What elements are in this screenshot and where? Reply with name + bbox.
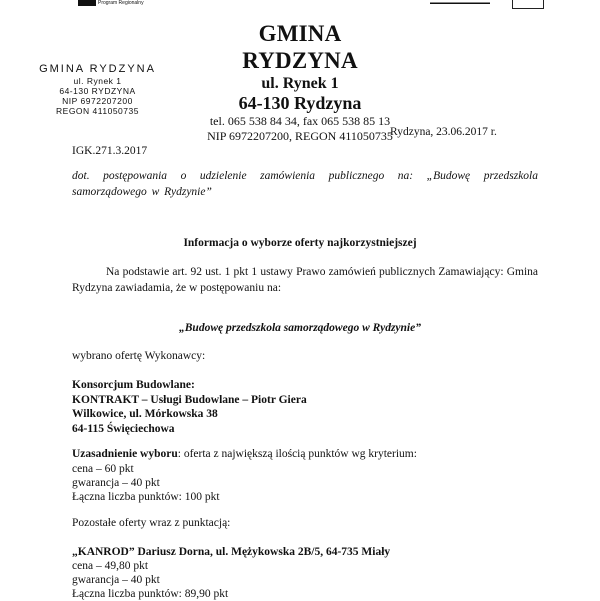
document-heading: Informacja o wyborze oferty najkorzystniejszej [183, 237, 417, 249]
subject-line: dot. postępowania o udzielenie zamówienia publicznego na: „Budowę przedszkola samorządowego w Rydzynie” [72, 170, 538, 198]
official-stamp [30, 63, 165, 116]
stamp-nip: NIP 6972207200 [62, 96, 133, 106]
org-phones: tel. 065 538 84 34, fax 065 538 85 13 [209, 114, 391, 128]
offer-total: Łączna liczba punktów: 89,90 pkt [72, 588, 229, 600]
winner-line-1: Konsorcjum Budowlane: [72, 379, 195, 391]
winner-line-2: KONTRAKT – Usługi Budowlane – Piotr Giera [72, 393, 307, 406]
stamp-regon: REGON 411050735 [56, 106, 139, 116]
program-logo-text: Program Regionalny [98, 0, 144, 6]
chosen-label: wybrano ofertę Wykonawcy: [72, 350, 206, 362]
offer-block [72, 545, 390, 601]
intro-text: Na podstawie art. 92 ust. 1 pkt 1 ustawy Prawo zamówień publicznych Zamawiający: Gmina Rydzyna zawiadamia, że w postępowaniu na: [72, 266, 538, 294]
winner-block [72, 378, 307, 436]
org-title: GMINA RYDZYNA [242, 21, 358, 73]
stamp-city: 64-130 RYDZYNA [59, 86, 136, 96]
winner-line-3: Wilkowice, ul. Mórkowska 38 [72, 408, 218, 420]
intro-paragraph [72, 264, 538, 296]
criteria-price: cena – 60 pkt [72, 463, 134, 475]
justification [72, 447, 417, 461]
org-city: 64-130 Rydzyna [238, 93, 362, 113]
eu-flag-icon [512, 0, 544, 9]
stamp-street: ul. Rynek 1 [73, 76, 122, 86]
offer-price: cena – 49,80 pkt [72, 560, 149, 572]
justification-label: Uzasadnienie wyboru [72, 448, 178, 460]
criteria-total: Łączna liczba punktów: 100 pkt [72, 491, 220, 503]
date-line: Rydzyna, 23.06.2017 r. [390, 126, 497, 138]
justification-text: : oferta z największą ilością punktów wg kryterium: [177, 448, 417, 460]
stamp-title: GMINA RYDZYNA [39, 63, 156, 75]
winner-criteria [72, 462, 220, 504]
winner-line-4: 64-115 Święciechowa [72, 422, 175, 435]
offer-name: „KANROD” Dariusz Dorna, ul. Mężykowska 2B/5, 64-735 Miały [72, 546, 391, 558]
regional-logo-icon: ▬▬▬▬▬▬▬▬▬▬▬▬ [430, 0, 490, 6]
program-logo-icon [78, 0, 96, 6]
reference-number: IGK.271.3.2017 [72, 145, 148, 157]
other-offers-label: Pozostałe oferty wraz z punktacją: [72, 517, 231, 529]
offer-warranty: gwarancja – 40 pkt [72, 574, 160, 586]
letterhead [200, 20, 400, 144]
org-street: ul. Rynek 1 [261, 75, 339, 92]
criteria-warranty: gwarancja – 40 pkt [72, 477, 160, 489]
project-title: „Budowę przedszkola samorządowego w Rydzynie” [179, 322, 421, 334]
org-nip: NIP 6972207200, REGON 411050735 [207, 129, 393, 143]
